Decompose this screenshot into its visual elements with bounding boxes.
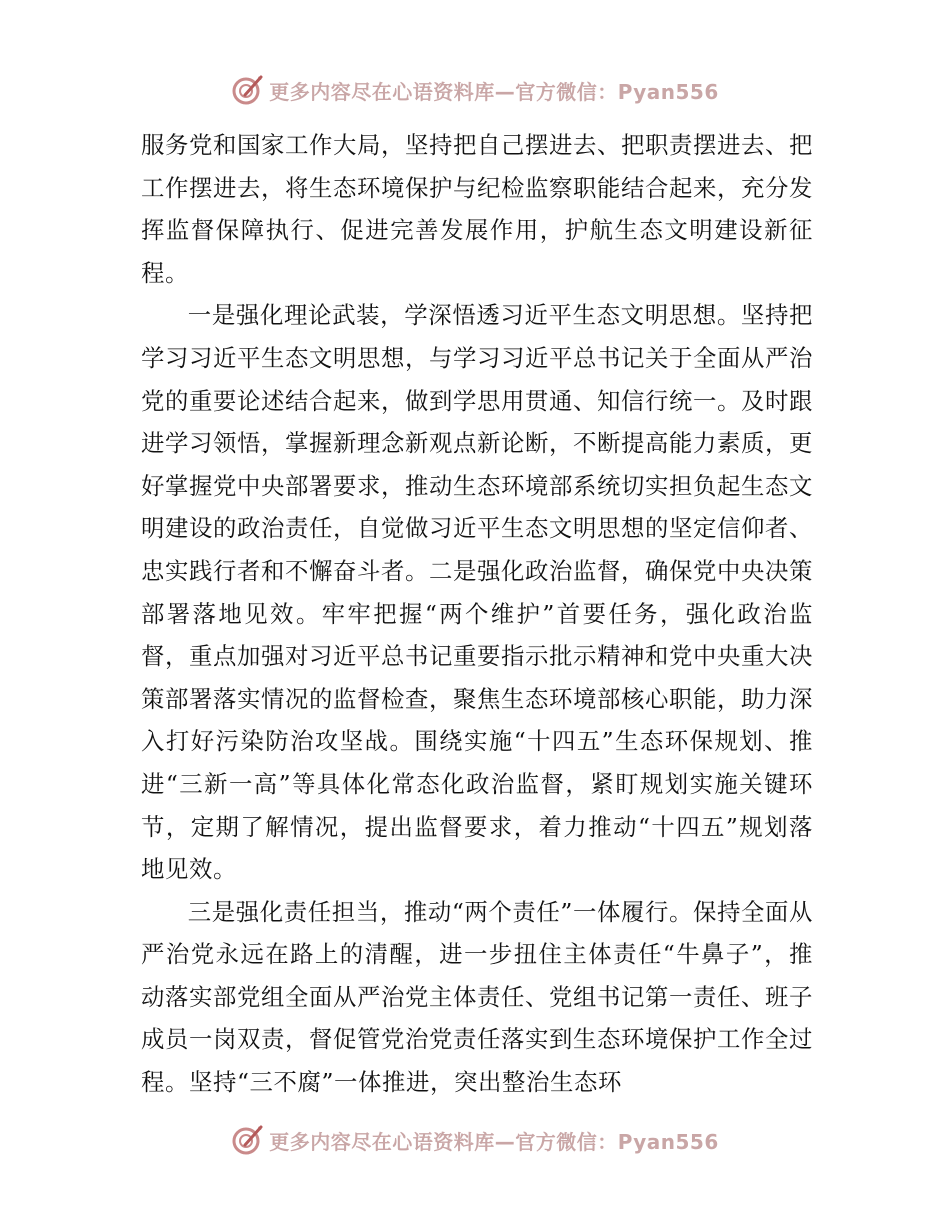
brand-logo-icon	[231, 73, 265, 107]
document-body	[141, 124, 813, 1104]
paragraph-2: 一是强化理论武装，学深悟透习近平生态文明思想。坚持把学习习近平生态文明思想，与学习习近平总书记关于全面从严治党的重要论述结合起来，做到学思用贯通、知信行统一。及时跟进学习领悟，掌握新理念新观点新论断，不断提高能力素质，更好掌握党中央部署要求，推动生态环境部系统切实担负起生态文明建设的政治责任，自觉做习近平生态文明思想的坚定信仰者、忠实践行者和不懈奋斗者。二是强化政治监督，确保党中央决策部署落地见效。牢牢把握“两个维护”首要任务，强化政治监督，重点加强对习近平总书记重要指示批示精神和党中央重大决策部署落实情况的监督检查，聚焦生态环境部核心职能，助力深入打好污染防治攻坚战。围绕实施“十四五”生态环保规划、推进“三新一高”等具体化常态化政治监督，紧盯规划实施关键环节，定期了解情况，提出监督要求，着力推动“十四五”规划落地见效。	[141, 301, 813, 884]
paragraph-3: 三是强化责任担当，推动“两个责任”一体履行。保持全面从严治党永远在路上的清醒，进一步扭住主体责任“牛鼻子”，推动落实部党组全面从严治党主体责任、党组书记第一责任、班子成员一岗双责，督促管党治党责任落实到生态环境保护工作全过程。坚持“三不腐”一体推进，突出整治生态环	[141, 897, 813, 1097]
header-banner-text: 更多内容尽在心语资料库—官方微信：Pyan556	[269, 79, 719, 104]
header-banner	[0, 70, 950, 110]
brand-logo-icon	[231, 1123, 265, 1157]
footer-banner-text: 更多内容尽在心语资料库—官方微信：Pyan556	[269, 1129, 719, 1154]
paragraph-1: 服务党和国家工作大局，坚持把自己摆进去、把职责摆进去、把工作摆进去，将生态环境保护与纪检监察职能结合起来，充分发挥监督保障执行、促进完善发展作用，护航生态文明建设新征程。	[141, 131, 813, 287]
footer-banner	[0, 1120, 950, 1160]
